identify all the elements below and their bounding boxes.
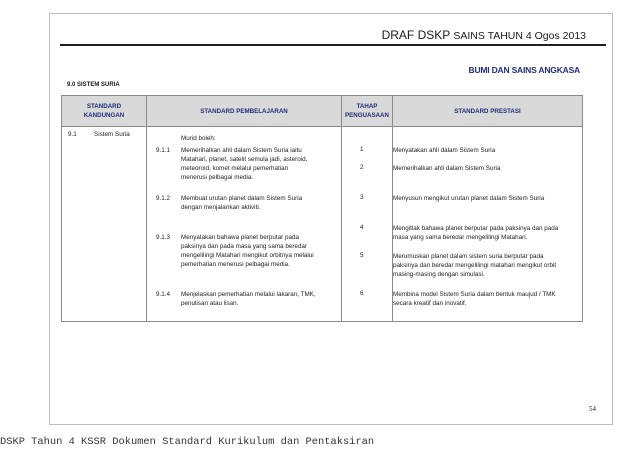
subject-label: SAINS TAHUN 4 Ogos 2013 <box>453 30 586 42</box>
prestasi-text: Merumuskan planet dalam sistem suria berputar pada paksinya dan beredar mengelilingi matahari mengikut orbit masing-masing dengan simulasi. <box>393 253 557 278</box>
tahap-level: 5 <box>360 252 364 259</box>
column-divider <box>341 96 342 321</box>
document-footer: DSKP Tahun 4 KSSR Dokumen Standard Kurikulum dan Pentaksiran <box>0 436 375 448</box>
pembelajaran-code: 9.1.2 <box>156 195 171 202</box>
tahap-level: 4 <box>360 224 364 231</box>
header-standard-prestasi: STANDARD PRESTASI <box>454 107 521 115</box>
kandungan-code: 9.1 <box>68 131 77 138</box>
document-header-title <box>382 28 586 42</box>
pembelajaran-code: 9.1.3 <box>156 234 171 241</box>
pembelajaran-text: Menyatakan bahawa planet berputar pada paksinya dan pada masa yang sama beredar mengelilingi Matahari mengikut orbitnya melalui pemerhatian menerusi pelbagai media. <box>181 234 314 268</box>
pembelajaran-text: Menjelaskan pemerhatian melalui lakaran, TMK, penulisan atau lisan. <box>181 291 316 307</box>
kandungan-title: Sistem Suria <box>94 131 130 138</box>
intro-text: Murid boleh: <box>181 135 216 142</box>
prestasi-text: Membina model Sistem Suria dalam bentuk maujud / TMK secara kreatif dan inovatif. <box>393 291 556 307</box>
tahap-level: 3 <box>360 194 364 201</box>
column-divider <box>146 96 147 321</box>
theme-heading: BUMI DAN SAINS ANGKASA <box>468 65 580 75</box>
dskp-table <box>61 95 583 322</box>
draft-label: DRAF DSKP <box>381 28 451 42</box>
pembelajaran-code: 9.1.4 <box>156 291 171 298</box>
tahap-level: 2 <box>360 164 364 171</box>
header-tahap-penguasaan: TAHAP PENGUASAAN <box>344 103 389 119</box>
page-number: 54 <box>589 405 596 413</box>
prestasi-text: Menyatakan ahli dalam Sistem Suria <box>393 147 496 154</box>
pembelajaran-code: 9.1.1 <box>156 147 171 154</box>
header-rule <box>60 44 606 46</box>
pembelajaran-text: Memerihalkan ahli dalam Sistem Suria iaitu Matahari, planet, satelit semula jadi, asteroid, meteoroid, komet melalui pemerhatian menerusi pelbagai media. <box>181 147 308 181</box>
prestasi-text: Mengitlak bahawa planet berputar pada paksinya dan pada masa yang sama beredar mengelilingi Matahari. <box>393 225 559 241</box>
section-title: 9.0 SISTEM SURIA <box>67 82 120 88</box>
tahap-level: 6 <box>360 290 364 297</box>
header-standard-pembelajaran: STANDARD PEMBELAJARAN <box>200 107 288 115</box>
column-divider <box>392 96 393 321</box>
pembelajaran-text: Membuat urutan planet dalam Sistem Suria dengan menjalankan aktiviti. <box>181 195 303 211</box>
tahap-level: 1 <box>360 146 364 153</box>
header-standard-kandungan: STANDARD KANDUNGAN <box>83 103 125 119</box>
prestasi-text: Memerihalkan ahli dalam Sistem Suria <box>393 165 501 172</box>
prestasi-text: Menyusun mengikut urutan planet dalam Sistem Suria <box>393 195 545 202</box>
